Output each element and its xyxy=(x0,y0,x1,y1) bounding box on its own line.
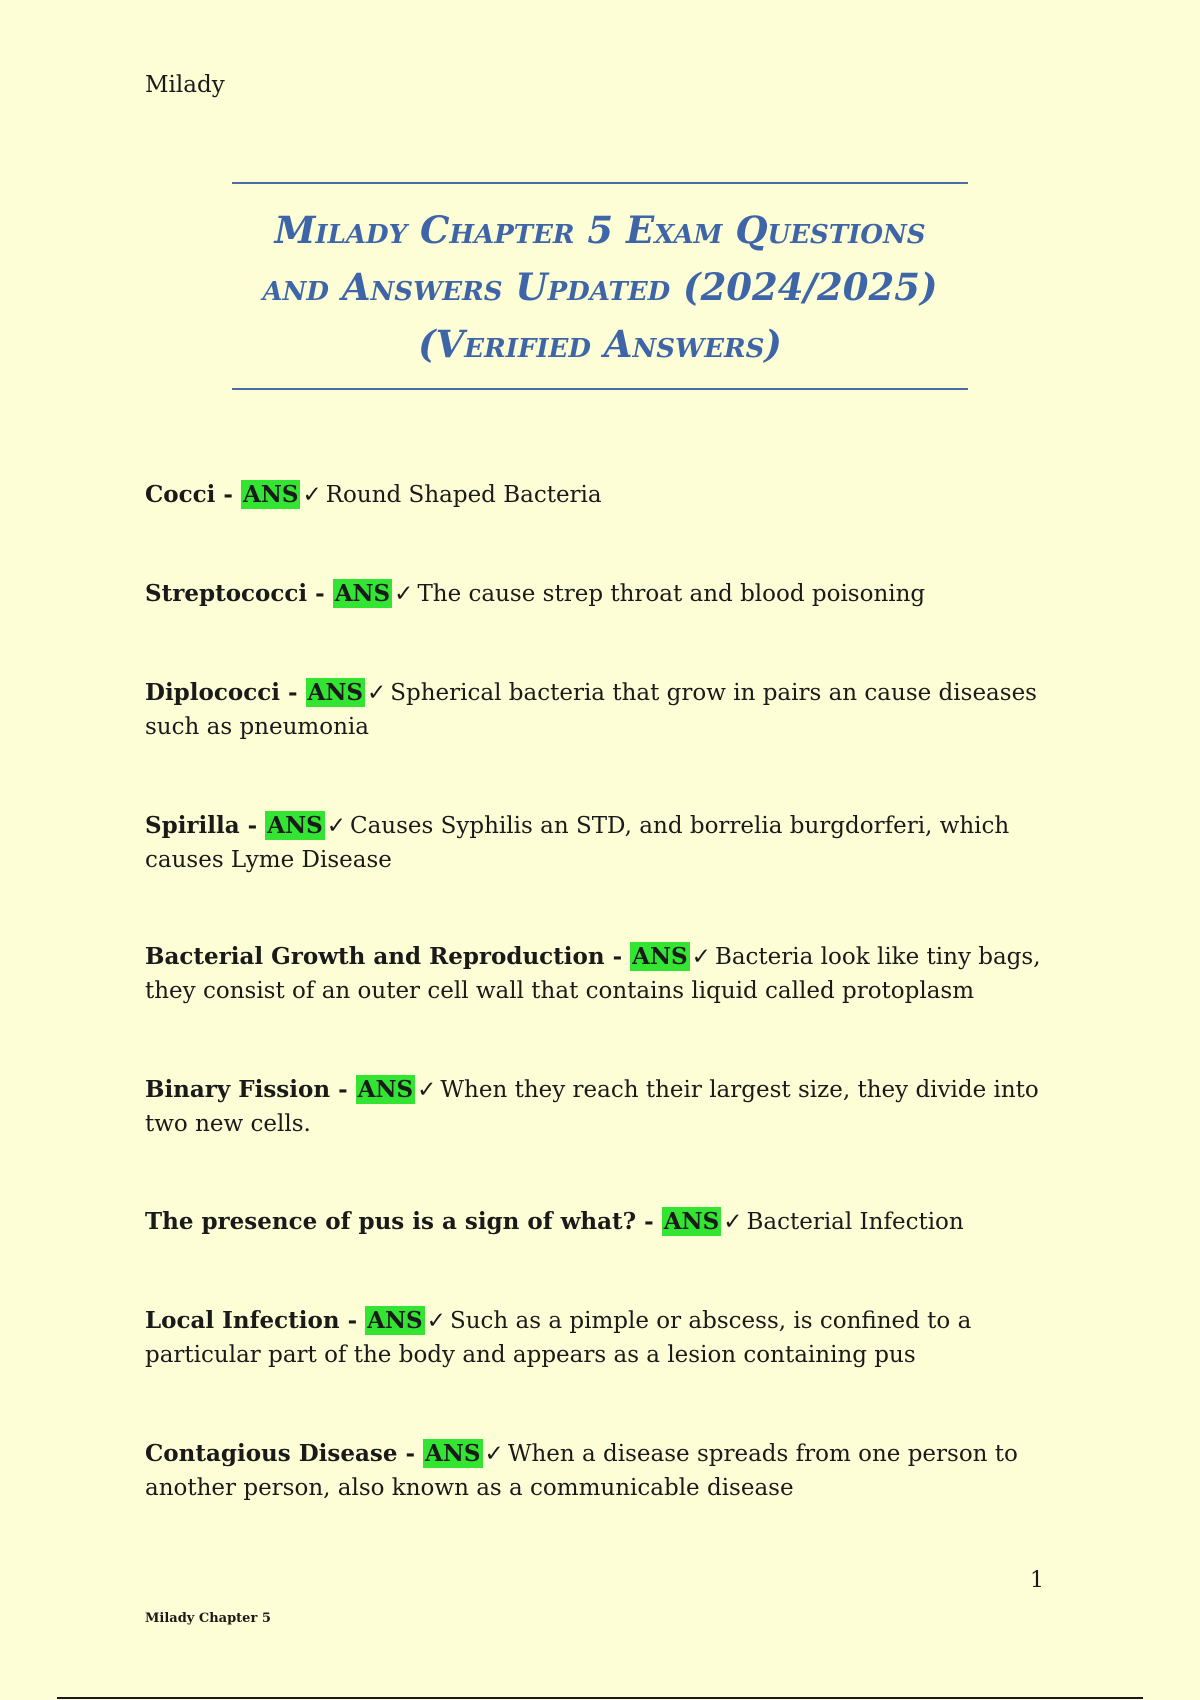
ans-badge: ANS xyxy=(425,1440,481,1467)
question: Spirilla xyxy=(145,812,240,839)
title-line-1: Milady Chapter 5 Exam Questions xyxy=(274,208,926,252)
ans-badge: ANS xyxy=(267,812,323,839)
check-icon: ✓ xyxy=(302,482,322,508)
qa-item-7 xyxy=(145,1205,1065,1239)
answer: When they reach their largest size, they divide into two new cells. xyxy=(145,1077,1039,1137)
qa-item-8 xyxy=(145,1304,1065,1372)
separator: - xyxy=(307,580,333,607)
ans-badge: ANS xyxy=(307,679,363,706)
title-line-2: and Answers Updated (2024/2025) xyxy=(262,265,938,309)
qa-item-1 xyxy=(145,478,1065,512)
ans-badge: ANS xyxy=(334,580,391,607)
qa-item-2 xyxy=(145,577,1065,611)
question: Local Infection xyxy=(145,1307,340,1334)
answer: Such as a pimple or abscess, is confined to a particular part of the body and appears as a lesion containing pus xyxy=(145,1308,972,1368)
ans-badge: ANS xyxy=(357,1076,414,1103)
separator: - xyxy=(215,481,241,508)
qa-item-5 xyxy=(145,940,1065,1008)
question: The presence of pus is a sign of what? xyxy=(145,1208,637,1235)
answer: Round Shaped Bacteria xyxy=(325,482,602,508)
check-icon: ✓ xyxy=(723,1209,743,1235)
ans-badge: ANS xyxy=(663,1208,720,1235)
qa-item-4 xyxy=(145,809,1065,877)
check-icon: ✓ xyxy=(366,680,387,706)
title-rule-top xyxy=(232,182,968,184)
answer: Bacteria look like tiny bags, they consist of an outer cell wall that contains liquid called protoplasm xyxy=(145,944,1041,1004)
answer: Spherical bacteria that grow in pairs an cause diseases such as pneumonia xyxy=(145,680,1037,740)
ans-badge: ANS xyxy=(632,943,688,970)
separator: - xyxy=(330,1076,356,1103)
check-icon: ✓ xyxy=(417,1077,437,1103)
title-rule-bottom xyxy=(232,388,968,390)
page-number: 1 xyxy=(1030,1568,1044,1593)
qa-item-3 xyxy=(145,676,1065,744)
check-icon: ✓ xyxy=(394,581,414,607)
ans-badge: ANS xyxy=(367,1307,423,1334)
question: Bacterial Growth and Reproduction xyxy=(145,943,605,970)
separator: - xyxy=(339,1307,366,1334)
title-line-3: (Verified Answers) xyxy=(418,322,782,366)
question: Cocci xyxy=(145,481,216,508)
separator: - xyxy=(279,679,306,706)
page-footer: Milady Chapter 5 xyxy=(145,1611,271,1626)
answer: The cause strep throat and blood poisoning xyxy=(417,581,926,607)
question: Diplococci xyxy=(145,679,280,706)
question: Binary Fission xyxy=(145,1076,331,1103)
page-header: Milady xyxy=(145,72,225,98)
answer: Causes Syphilis an STD, and borrelia burgdorferi, which causes Lyme Disease xyxy=(145,813,1010,873)
check-icon: ✓ xyxy=(484,1441,504,1467)
check-icon: ✓ xyxy=(426,1308,446,1334)
separator: - xyxy=(239,812,266,839)
answer: When a disease spreads from one person to another person, also known as a communicable disease xyxy=(145,1441,1018,1501)
separator: - xyxy=(397,1440,424,1467)
separator: - xyxy=(604,943,631,970)
check-icon: ✓ xyxy=(691,944,711,970)
separator: - xyxy=(636,1208,662,1235)
qa-item-6 xyxy=(145,1073,1065,1141)
footer-rule xyxy=(57,1697,1143,1699)
document-title xyxy=(232,202,968,373)
answer: Bacterial Infection xyxy=(746,1209,964,1235)
ans-badge: ANS xyxy=(242,481,299,508)
question: Streptococci xyxy=(145,580,308,607)
question: Contagious Disease xyxy=(145,1440,398,1467)
qa-item-9 xyxy=(145,1437,1065,1505)
check-icon: ✓ xyxy=(326,813,346,839)
